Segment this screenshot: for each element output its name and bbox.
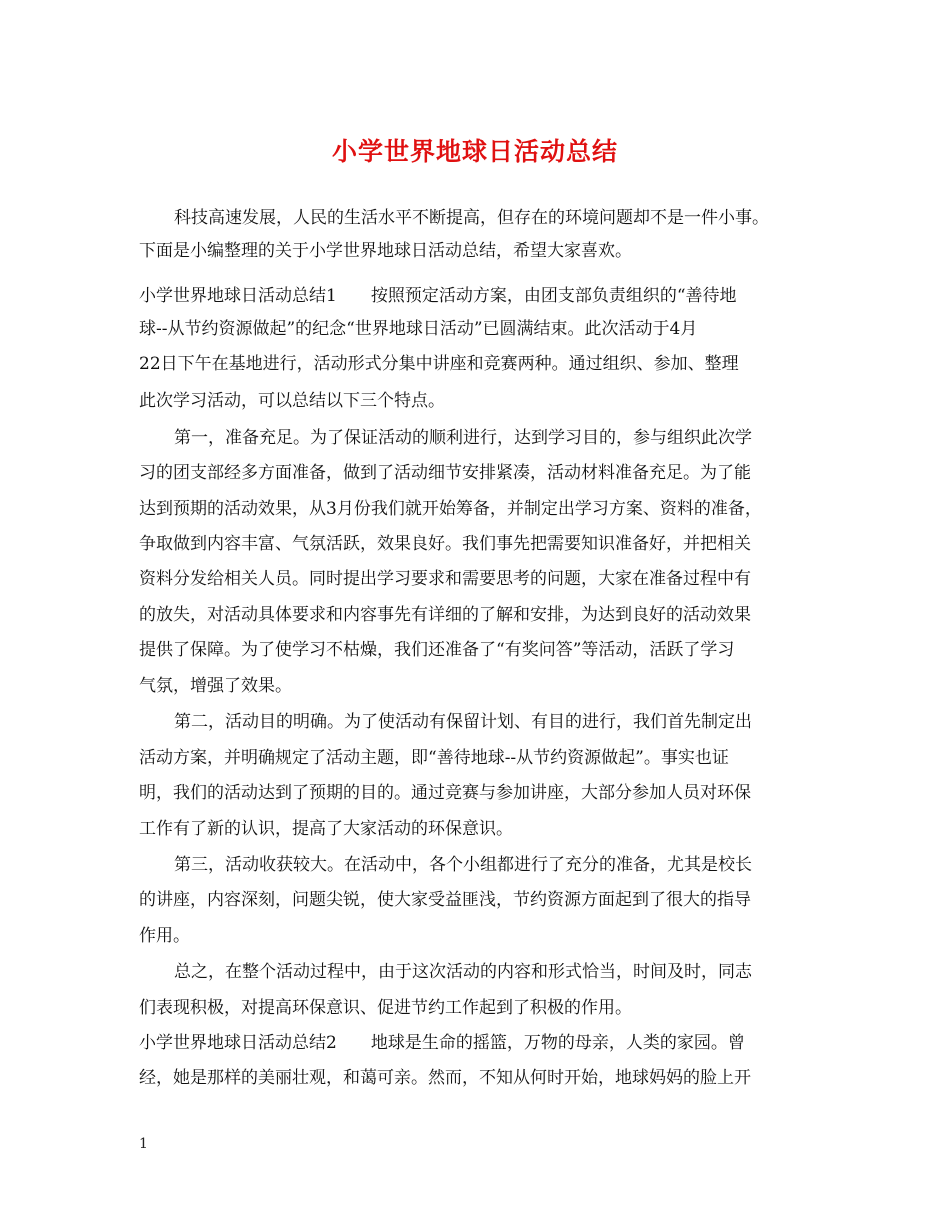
document-title: 小学世界地球日活动总结 [331,137,618,166]
text-line: 此次学习活动，可以总结以下三个特点。 [139,391,445,411]
text-line: 工作有了新的认识，提高了大家活动的环保意识。 [139,819,513,839]
text-line: 达到预期的活动效果，从3月份我们就开始筹备，并制定出学习方案、资料的准备， [139,499,762,519]
text-line: 作用。 [139,926,190,946]
text-line: 球--从节约资源做起”的纪念“世界地球日活动”已圆满结束。此次活动于4月 [139,319,698,339]
text-line: 习的团支部经多方面准备，做到了活动细节安排紧凑，活动材料准备充足。为了能 [139,463,751,483]
text-line: 提供了保障。为了使学习不枯燥，我们还准备了“有奖问答”等活动，活跃了学习 [139,640,735,660]
text-line: 科技高速发展，人民的生活水平不断提高，但存在的环境问题却不是一件小事。 [174,208,769,228]
text-line: 们表现积极，对提高环保意识、促进节约工作起到了积极的作用。 [139,998,632,1018]
text-line: 的讲座，内容深刻，问题尖锐，使大家受益匪浅，节约资源方面起到了很大的指导 [139,890,751,910]
text-line: 争取做到内容丰富、气氛活跃，效果良好。我们事先把需要知识准备好，并把相关 [139,534,751,554]
text-line: 总之，在整个活动过程中，由于这次活动的内容和形式恰当，时间及时，同志 [174,962,752,982]
text-line: 22日下午在基地进行，活动形式分集中讲座和竞赛两种。通过组织、参加、整理 [139,354,739,374]
text-line: 明，我们的活动达到了预期的目的。通过竞赛与参加讲座，大部分参加人员对环保 [139,783,751,803]
text-line: 第一，准备充足。为了保证活动的顺利进行，达到学习目的，参与组织此次学 [174,428,752,448]
text-line: 第三，活动收获较大。在活动中，各个小组都进行了充分的准备，尤其是校长 [174,855,752,875]
page-number: 1 [139,1136,148,1152]
text-line: 气氛，增强了效果。 [139,676,292,696]
text-line: 经，她是那样的美丽壮观，和蔼可亲。然而，不知从何时开始，地球妈妈的脸上开 [139,1068,751,1088]
text-line: 下面是小编整理的关于小学世界地球日活动总结，希望大家喜欢。 [139,241,632,261]
text-line: 的放失，对活动具体要求和内容事先有详细的了解和安排，为达到良好的活动效果 [139,605,751,625]
text-line: 小学世界地球日活动总结1 按照预定活动方案，由团支部负责组织的“善待地 [139,286,737,306]
text-line: 资料分发给相关人员。同时提出学习要求和需要思考的问题，大家在准备过程中有 [139,569,751,589]
text-line: 活动方案，并明确规定了活动主题，即“善待地球--从节约资源做起”。事实也证 [139,748,729,768]
text-line: 小学世界地球日活动总结2 地球是生命的摇篮，万物的母亲，人类的家园。曾 [139,1033,745,1053]
text-line: 第二，活动目的明确。为了使活动有保留计划、有目的进行，我们首先制定出 [174,712,752,732]
